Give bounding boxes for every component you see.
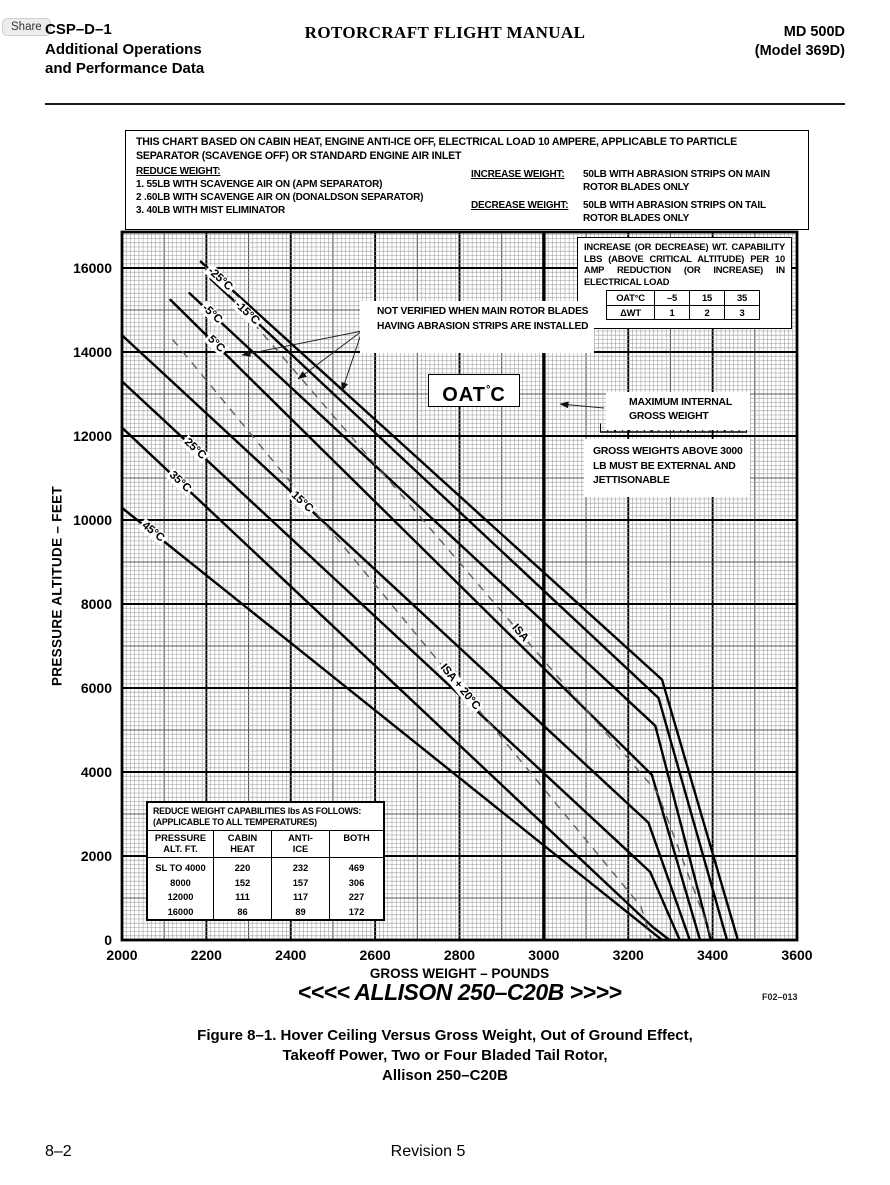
decrease-weight-text: 50LB WITH ABRASION STRIPS ON TAIL ROTOR BLADES ONLY [583, 200, 766, 224]
x-tick-3400: 3400 [697, 947, 729, 963]
x-tick-2000: 2000 [106, 947, 138, 963]
curve-label--15°C: -15°C [232, 298, 262, 327]
external-load-note: GROSS WEIGHTS ABOVE 3000 LB MUST BE EXTERNAL AND JETTISONABLE [584, 439, 750, 497]
electrical-table-row-2 [607, 305, 760, 320]
increase-decrease-notes [471, 169, 801, 231]
chart-basis-note: THIS CHART BASED ON CABIN HEAT, ENGINE ANTI-ICE OFF, ELECTRICAL LOAD 10 AMPERE, APPLICABLE TO PARTICLE SEPARATOR (SCAVENGE OFF) OR STANDARD ENGINE AIR INLET [136, 136, 737, 162]
chart-conditions-note-box [125, 130, 809, 230]
y-tick-14000: 14000 [73, 344, 112, 360]
electrical-table-cell: 2 [690, 305, 725, 320]
reduce-table-cell: 16000 [148, 904, 214, 919]
reduce-table-cell: 12000 [148, 890, 214, 905]
reduce-weight-item-3: 3. 40LB WITH MIST ELIMINATOR [136, 205, 286, 216]
engine-banner: <<<< ALLISON 250–C20B >>>> [297, 979, 622, 1005]
oat-text: OAT [442, 384, 486, 406]
curve-label-ISA: ISA [509, 621, 531, 644]
electrical-table-cell: ΔWT [607, 305, 655, 320]
x-tick-2400: 2400 [275, 947, 307, 963]
electrical-table-cell: 35 [725, 291, 760, 306]
curve-label-15°C: 15°C [288, 489, 316, 515]
electrical-load-note: INCREASE (OR DECREASE) WT. CAPABILITY LBS (ABOVE CRITICAL ALTITUDE) PER 10 AMP REDUCTION (OR INCREASE) IN ELECTRICAL LOAD [584, 241, 785, 287]
y-tick-8000: 8000 [80, 596, 112, 612]
electrical-table-cell: –5 [655, 291, 690, 306]
reduce-weight-item-2: 2 .60LB WITH SCAVENGE AIR ON (DONALDSON SEPARATOR) [136, 192, 424, 203]
reduce-table-cell: SL TO 4000 [148, 858, 214, 875]
y-tick-16000: 16000 [73, 260, 112, 276]
reduce-table-cell: 86 [214, 904, 272, 919]
reduce-table-cell: 8000 [148, 875, 214, 890]
revision-label: Revision 5 [390, 1143, 466, 1160]
reduce-table-title-1: REDUCE WEIGHT CAPABILITIES lbs AS FOLLOWS: [153, 806, 362, 816]
y-tick-10000: 10000 [73, 512, 112, 528]
figure-caption-line-2: Takeoff Power, Two or Four Bladed Tail Rotor, [282, 1047, 608, 1064]
x-tick-3600: 3600 [781, 947, 813, 963]
document-code: CSP–D–1 [45, 21, 112, 38]
y-tick-12000: 12000 [73, 428, 112, 444]
reduce-table-header: PRESSURE ALT. FT. [148, 831, 214, 858]
reduce-table-cell: 469 [348, 863, 365, 873]
curve-label-ISA + 20°C: ISA + 20°C [437, 661, 482, 712]
oat-delta-weight-table [606, 290, 760, 320]
x-tick-2600: 2600 [359, 947, 391, 963]
x-tick-2200: 2200 [190, 947, 222, 963]
y-tick-6000: 6000 [80, 680, 112, 696]
reduce-table-cell: 89 [272, 904, 330, 919]
degree-symbol: ° [485, 384, 491, 396]
electrical-table-cell: 1 [655, 305, 690, 320]
curve-label--5°C: -5°C [199, 301, 225, 326]
document-subtitle-1: Additional Operations [45, 40, 202, 58]
aircraft-model: MD 500D [783, 24, 845, 40]
reduce-table-cell: 117 [272, 890, 330, 905]
x-tick-3200: 3200 [612, 947, 644, 963]
reduce-table-cell: 220 [214, 858, 272, 875]
oat-unit: C [490, 384, 506, 406]
page-number: 8–2 [45, 1143, 72, 1160]
reduce-table-title-2: (APPLICABLE TO ALL TEMPERATURES) [153, 816, 317, 827]
max-internal-gross-weight-note: MAXIMUM INTERNAL GROSS WEIGHT [606, 392, 750, 430]
reduce-table-cell: 157 [272, 875, 330, 890]
reduce-table-cell: 152 [214, 875, 272, 890]
increase-weight-label: INCREASE WEIGHT: [471, 169, 565, 180]
electrical-table-cell: 3 [725, 305, 760, 320]
electrical-load-note-box [577, 237, 792, 329]
x-tick-3000: 3000 [528, 947, 560, 963]
reduce-table-cell: 111 [214, 890, 272, 905]
reduce-table-cell: 227 [348, 892, 365, 902]
reduce-table-cell: 232 [272, 858, 330, 875]
curve-label-45°C: 45°C [139, 519, 167, 545]
curve-label-25°C: 25°C [181, 436, 209, 463]
reduce-weight-item-1: 1. 55LB WITH SCAVENGE AIR ON (APM SEPARATOR) [136, 179, 383, 190]
curve-label-5°C: 5°C [204, 333, 227, 356]
document-subtitle-2: and Performance Data [45, 60, 205, 77]
figure-caption-line-1: Figure 8–1. Hover Ceiling Versus Gross Weight, Out of Ground Effect, [197, 1027, 693, 1044]
reduce-weight-heading: REDUCE WEIGHT: [136, 166, 221, 177]
electrical-table-row-1 [607, 291, 760, 306]
figure-code: F02–013 [762, 992, 798, 1002]
y-tick-4000: 4000 [80, 764, 112, 780]
curve-label--25°C: -25°C [205, 264, 235, 293]
reduce-weight-capabilities-table [146, 801, 385, 921]
reduce-weight-list [136, 165, 466, 217]
manual-title: ROTORCRAFT FLIGHT MANUAL [304, 23, 586, 42]
share-button[interactable]: Share [2, 18, 51, 36]
figure-caption [0, 1026, 890, 1086]
aircraft-model-number: (Model 369D) [754, 43, 845, 59]
x-axis-title: GROSS WEIGHT – POUNDS [369, 966, 550, 981]
decrease-weight-label: DECREASE WEIGHT: [471, 200, 569, 211]
reduce-table-header: ANTI- ICE [272, 831, 330, 858]
reduce-table-header: BOTH [330, 831, 383, 858]
electrical-table-cell: 15 [690, 291, 725, 306]
curve-label-35°C: 35°C [166, 469, 193, 495]
increase-weight-text: 50LB WITH ABRASION STRIPS ON MAIN ROTOR BLADES ONLY [583, 169, 770, 193]
figure-caption-line-3: Allison 250–C20B [382, 1067, 508, 1084]
reduce-table-header: CABIN HEAT [214, 831, 272, 858]
electrical-table-cell: OAT°C [607, 291, 655, 306]
reduce-table-cell: 172 [348, 906, 365, 917]
y-tick-0: 0 [104, 932, 112, 948]
x-tick-2800: 2800 [443, 947, 476, 963]
oat-axis-label-box [428, 374, 520, 407]
y-tick-2000: 2000 [80, 848, 112, 864]
not-verified-note: NOT VERIFIED WHEN MAIN ROTOR BLADES HAVING ABRASION STRIPS ARE INSTALLED [360, 301, 594, 353]
y-axis-title: PRESSURE ALTITUDE – FEET [49, 486, 65, 686]
reduce-table-cell: 306 [348, 877, 365, 888]
